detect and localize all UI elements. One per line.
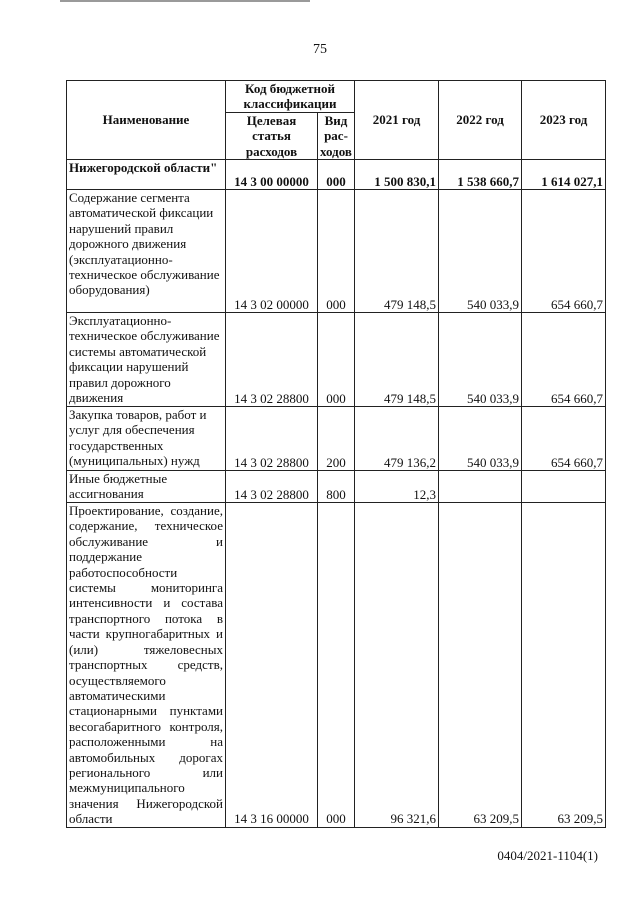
header-2021: 2021 год bbox=[355, 81, 439, 160]
row-code: 14 3 02 28800 bbox=[226, 471, 318, 503]
row-name: Нижегородской области" bbox=[67, 160, 226, 190]
row-kind: 800 bbox=[318, 471, 355, 503]
row-2022: 540 033,9 bbox=[439, 190, 522, 313]
header-2022: 2022 год bbox=[439, 81, 522, 160]
table-row bbox=[67, 190, 606, 313]
header-2023: 2023 год bbox=[522, 81, 606, 160]
row-2021: 479 136,2 bbox=[355, 407, 439, 471]
document-number: 0404/2021-1104(1) bbox=[497, 848, 598, 863]
row-name: Закупка товаров, работ и услуг для обеспечения государственных (муниципальных) нужд bbox=[67, 407, 226, 471]
row-kind: 000 bbox=[318, 313, 355, 407]
row-2021: 479 148,5 bbox=[355, 190, 439, 313]
row-kind: 000 bbox=[318, 160, 355, 190]
row-kind: 200 bbox=[318, 407, 355, 471]
top-edge-line bbox=[60, 0, 310, 2]
table-row bbox=[67, 503, 606, 828]
header-row-1 bbox=[67, 81, 606, 113]
table-row bbox=[67, 407, 606, 471]
row-code: 14 3 16 00000 bbox=[226, 503, 318, 828]
row-kind: 000 bbox=[318, 190, 355, 313]
row-2021: 1 500 830,1 bbox=[355, 160, 439, 190]
row-name: Эксплуатационно-техническое обслуживание системы автоматической фиксации нарушений правил дорожного движения bbox=[67, 313, 226, 407]
row-2021: 96 321,6 bbox=[355, 503, 439, 828]
row-2022: 63 209,5 bbox=[439, 503, 522, 828]
header-expense-type: Вид рас-ходов bbox=[318, 112, 355, 159]
row-2022: 540 033,9 bbox=[439, 407, 522, 471]
table-row bbox=[67, 471, 606, 503]
row-2023: 1 614 027,1 bbox=[522, 160, 606, 190]
row-name: Содержание сегмента автоматической фиксации нарушений правил дорожного движения (эксплуатационно-техническое обслуживание оборудования) bbox=[67, 190, 226, 313]
row-2023: 63 209,5 bbox=[522, 503, 606, 828]
header-name: Наименование bbox=[67, 81, 226, 160]
row-code: 14 3 00 00000 bbox=[226, 160, 318, 190]
table-row bbox=[67, 313, 606, 407]
row-2022 bbox=[439, 471, 522, 503]
table-row bbox=[67, 160, 606, 190]
row-2023 bbox=[522, 471, 606, 503]
row-code: 14 3 02 28800 bbox=[226, 407, 318, 471]
page-number: 75 bbox=[313, 42, 327, 57]
row-name: Иные бюджетные ассигнования bbox=[67, 471, 226, 503]
row-2021: 479 148,5 bbox=[355, 313, 439, 407]
row-2023: 654 660,7 bbox=[522, 313, 606, 407]
row-code: 14 3 02 28800 bbox=[226, 313, 318, 407]
row-code: 14 3 02 00000 bbox=[226, 190, 318, 313]
header-budget-code: Код бюджетной классификации bbox=[226, 81, 355, 113]
row-kind: 000 bbox=[318, 503, 355, 828]
row-2021: 12,3 bbox=[355, 471, 439, 503]
budget-table bbox=[66, 80, 606, 828]
row-2023: 654 660,7 bbox=[522, 190, 606, 313]
row-2022: 1 538 660,7 bbox=[439, 160, 522, 190]
row-name: Проектирование, создание, содержание, техническое обслуживание и поддержание работоспособности системы мониторинга интенсивности и состава транспортного потока в части крупногабаритных и (или) тяжеловесных транспортных средств, осуществляемого автоматическими стационарными пунктами весогабаритного контроля, расположенными на автомобильных дорогах регионального или межмуниципального значения Нижегородской области bbox=[67, 503, 226, 828]
row-2022: 540 033,9 bbox=[439, 313, 522, 407]
header-target-article: Целевая статья расходов bbox=[226, 112, 318, 159]
row-2023: 654 660,7 bbox=[522, 407, 606, 471]
